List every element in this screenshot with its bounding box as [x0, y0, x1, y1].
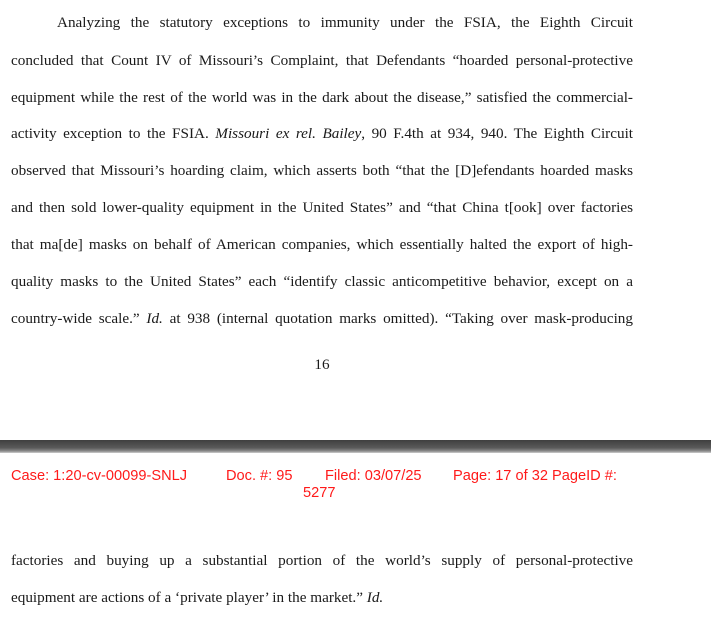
case-header-stamp: [11, 468, 641, 501]
body-text-segment: country-wide scale.”: [11, 310, 140, 327]
body-text-line: observed that Missouri’s hoarding claim, which asserts both “that the [D]efendants hoarded masks: [11, 162, 633, 179]
body-text-line: concluded that Count IV of Missouri’s Complaint, that Defendants “hoarded personal-protective: [11, 52, 633, 69]
body-text-line: equipment while the rest of the world was in the dark about the disease,” satisfied the commercial-: [11, 89, 633, 106]
body-text-line: [11, 310, 633, 328]
body-text-segment: at 938 (internal quotation marks omitted). “Taking over mask-producing: [169, 310, 633, 327]
body-text-line: that ma[de] masks on behalf of American companies, which essentially halted the export of high-: [11, 236, 633, 253]
body-text-segment: equipment are actions of a ‘private player’ in the market.”: [11, 589, 363, 606]
page-count: Page: 17 of 32 PageID #:: [453, 468, 617, 484]
page-break-divider: [0, 440, 711, 453]
case-citation: Missouri ex rel. Bailey: [215, 125, 362, 142]
body-text-line: factories and buying up a substantial portion of the world’s supply of personal-protective: [11, 552, 633, 569]
body-text-line: Analyzing the statutory exceptions to immunity under the FSIA, the Eighth Circuit: [57, 14, 633, 31]
page-id-number: 5277: [303, 485, 336, 501]
filed-date: Filed: 03/07/25: [325, 468, 422, 484]
body-text-segment: activity exception to the FSIA.: [11, 125, 209, 142]
id-citation: Id.: [366, 589, 384, 606]
body-text-line: [11, 589, 383, 607]
document-number: Doc. #: 95: [226, 468, 293, 484]
page-number: 16: [314, 356, 330, 373]
case-number: Case: 1:20-cv-00099-SNLJ: [11, 468, 188, 484]
body-text-line: quality masks to the United States” each “identify classic anticompetitive behavior, except on a: [11, 273, 633, 290]
id-citation: Id.: [146, 310, 163, 327]
citation-detail: , 90 F.4th at 934, 940. The Eighth Circuit: [361, 125, 634, 142]
body-text-line: and then sold lower-quality equipment in the United States” and “that China t[ook] over factories: [11, 199, 633, 216]
body-text-line: [11, 125, 633, 143]
